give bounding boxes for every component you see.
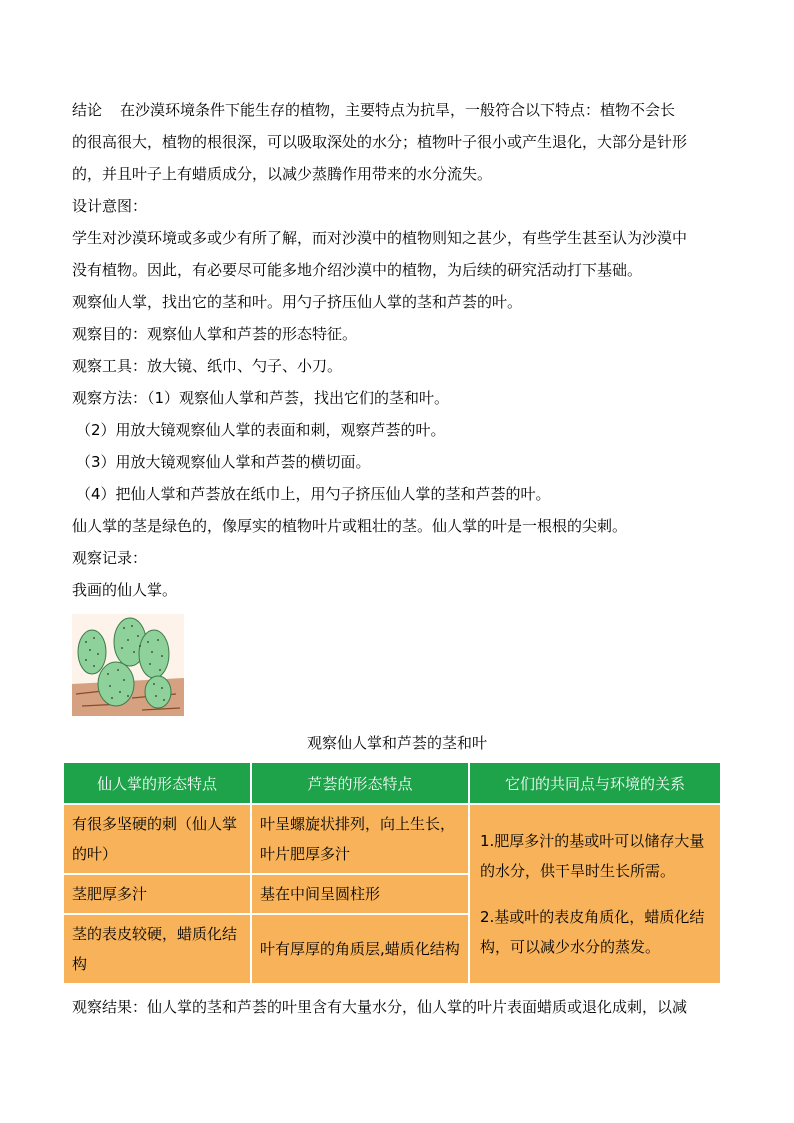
document-page bbox=[72, 94, 722, 1023]
cactus-drawing bbox=[72, 614, 184, 716]
cell-cactus-3: 茎的表皮较硬，蜡质化结构 bbox=[64, 915, 250, 983]
header-cactus: 仙人掌的形态特点 bbox=[64, 763, 250, 803]
method-step-1: 观察方法：（1）观察仙人掌和芦荟，找出它们的茎和叶。 bbox=[72, 389, 450, 407]
design-intent-title: 设计意图： bbox=[72, 197, 148, 215]
conclusion-line-1 bbox=[72, 94, 722, 126]
method-step-3: （3）用放大镜观察仙人掌和芦荟的横切面。 bbox=[76, 453, 371, 471]
table-row bbox=[64, 805, 720, 873]
conclusion-line-3: 的，并且叶子上有蜡质成分，以减少蒸腾作用带来的水分流失。 bbox=[72, 165, 493, 183]
cell-common bbox=[470, 805, 720, 983]
result-text: 观察结果：仙人掌的茎和芦荟的叶里含有大量水分，仙人掌的叶片表面蜡质或退化成刺，以减 bbox=[72, 998, 688, 1016]
cell-aloe-1: 叶呈螺旋状排列，向上生长，叶片肥厚多汁 bbox=[252, 805, 468, 873]
comparison-table bbox=[62, 761, 722, 985]
tools-text: 观察工具：放大镜、纸巾、勺子、小刀。 bbox=[72, 357, 343, 375]
header-aloe: 芦荟的形态特点 bbox=[252, 763, 468, 803]
cell-aloe-3: 叶有厚厚的角质层,蜡质化结构 bbox=[252, 915, 468, 983]
conclusion-line-2: 的很高很大，植物的根很深，可以吸取深处的水分；植物叶子很小或产生退化，大部分是针形 bbox=[72, 133, 688, 151]
drawing-label: 我画的仙人掌。 bbox=[72, 581, 178, 599]
common-point-1: 1.肥厚多汁的基或叶可以储存大量的水分，供干旱时生长所需。 bbox=[480, 832, 705, 880]
cell-cactus-2: 茎肥厚多汁 bbox=[64, 875, 250, 913]
table-header-row bbox=[64, 763, 720, 803]
design-intent-line-2: 没有植物。因此，有必要尽可能多地介绍沙漠中的植物，为后续的研究活动打下基础。 bbox=[72, 261, 643, 279]
header-common: 它们的共同点与环境的关系 bbox=[470, 763, 720, 803]
conclusion-text-1: 在沙漠环境条件下能生存的植物，主要特点为抗旱，一般符合以下特点：植物不会长 bbox=[120, 101, 676, 119]
method-step-2: （2）用放大镜观察仙人掌的表面和刺，观察芦荟的叶。 bbox=[76, 421, 446, 439]
conclusion-label: 结论 bbox=[72, 101, 103, 119]
cell-cactus-1: 有很多坚硬的刺（仙人掌的叶） bbox=[64, 805, 250, 873]
common-point-2: 2.基或叶的表皮角质化，蜡质化结构，可以减少水分的蒸发。 bbox=[480, 908, 705, 956]
purpose-text: 观察目的：观察仙人掌和芦荟的形态特征。 bbox=[72, 325, 358, 343]
design-intent-line-1: 学生对沙漠环境或多或少有所了解，而对沙漠中的植物则知之甚少，有些学生甚至认为沙漠中 bbox=[72, 229, 688, 247]
record-title: 观察记录： bbox=[72, 549, 148, 567]
observation-text: 仙人掌的茎是绿色的，像厚实的植物叶片或粗壮的茎。仙人掌的叶是一根根的尖刺。 bbox=[72, 517, 628, 535]
method-step-4: （4）把仙人掌和芦荟放在纸巾上，用勺子挤压仙人掌的茎和芦荟的叶。 bbox=[76, 485, 551, 503]
cell-aloe-2: 基在中间呈圆柱形 bbox=[252, 875, 468, 913]
activity-text: 观察仙人掌，找出它的茎和叶。用勺子挤压仙人掌的茎和芦荟的叶。 bbox=[72, 293, 523, 311]
table-caption: 观察仙人掌和芦荟的茎和叶 bbox=[306, 734, 487, 752]
